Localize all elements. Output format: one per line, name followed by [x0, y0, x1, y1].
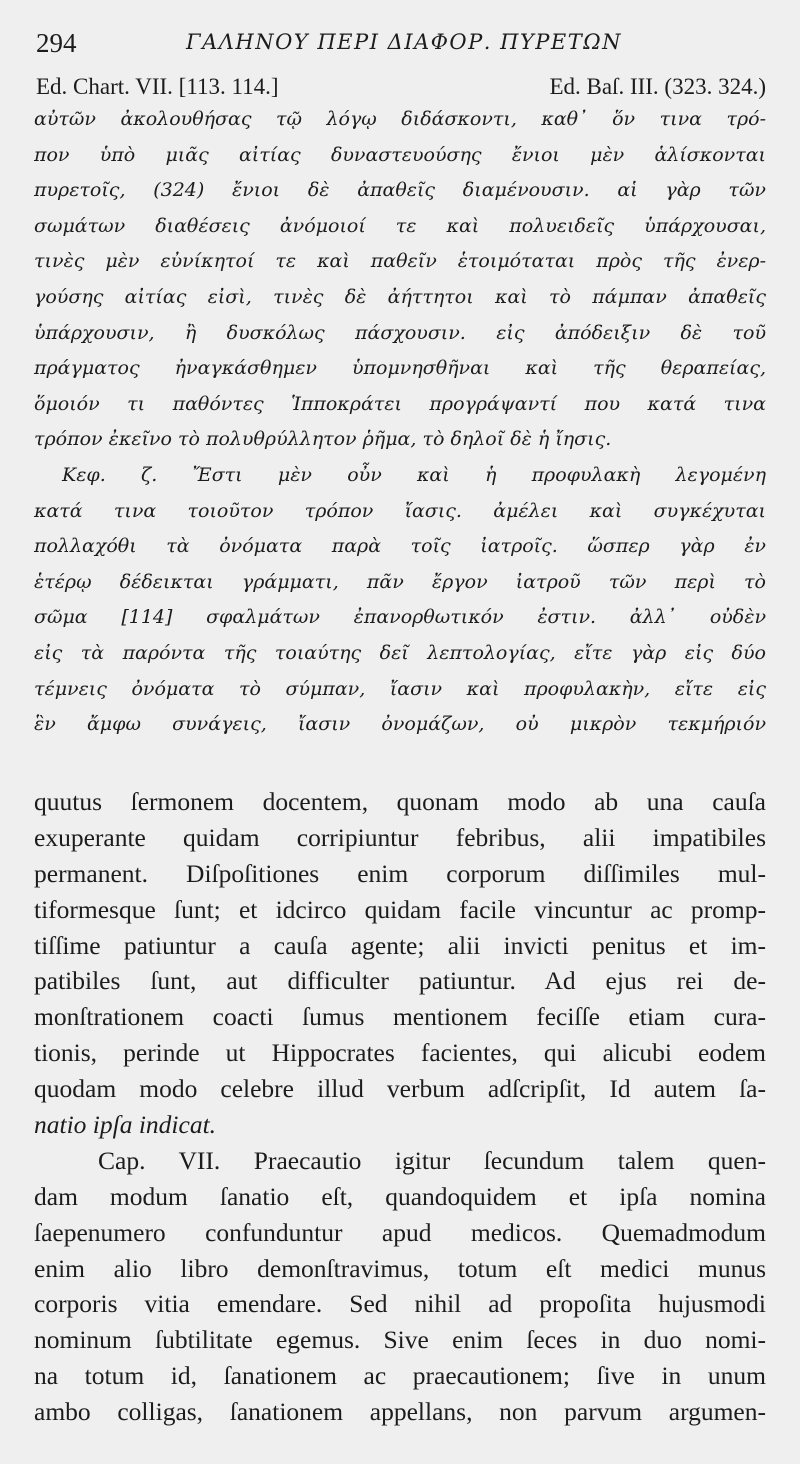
- latin-italic-line: natio ipſa indicat.: [34, 1110, 217, 1140]
- greek-line: ὑπάρχουσιν, ἢ δυσκόλως πάσχουσιν. εἰς ἀπόδειξιν δὲ τοῦ: [34, 321, 766, 344]
- greek-line: τρόπον ἐκεῖνο τὸ πολυθρύλλητον ῥῆμα, τὸ δηλοῖ δὲ ἡ ἴησις.: [34, 428, 612, 451]
- latin-line: enim alio libro demonſtravimus, totum eſt medici munus: [34, 1253, 766, 1283]
- latin-line: na totum id, ſanationem ac praecautionem; ſive in unum: [34, 1361, 766, 1391]
- edition-references: [36, 74, 766, 104]
- greek-line: εἰς τὰ παρόντα τῆς τοιαύτης δεῖ λεπτολογίας, εἴτε γὰρ εἰς δύο: [34, 641, 766, 664]
- greek-line: τινὲς μὲν εὐνίκητοί τε καὶ παθεῖν ἑτοιμόταται πρὸς τῆς ἐνερ-: [34, 250, 766, 273]
- latin-line: monſtrationem coacti ſumus mentionem feciſſe etiam cura-: [34, 1002, 766, 1032]
- latin-text-block: [34, 784, 766, 1430]
- latin-line: permanent. Diſpoſitiones enim corporum diſſimiles mul-: [34, 858, 766, 888]
- latin-line: tionis, perinde ut Hippocrates facientes, qui alicubi eodem: [34, 1038, 766, 1068]
- greek-line: ὅμοιόν τι παθόντες Ἱπποκράτει προγράψαντί που κατά τινα: [34, 392, 766, 415]
- running-title: ΓΑΛΗΝΟΥ ΠΕΡΙ ΔΙΑΦΟΡ. ΠΥΡΕΤΩΝ: [186, 30, 623, 54]
- greek-chapter-heading-line: Κεφ. ζ. Ἔστι μὲν οὖν καὶ ἡ προφυλακὴ λεγομένη: [62, 463, 766, 486]
- page-header: [36, 26, 756, 66]
- edition-reference-basel: Ed. Baſ. III. (323. 324.): [549, 74, 766, 99]
- latin-line: quodam modo celebre illud verbum adſcripſit, Id autem ſa-: [34, 1074, 766, 1104]
- latin-line: dam modum ſanatio eſt, quandoquidem et ipſa nomina: [34, 1181, 766, 1211]
- latin-line: tiformesque ſunt; et idcirco quidam facile vincuntur ac promp-: [34, 894, 766, 924]
- greek-line: πον ὑπὸ μιᾶς αἰτίας δυναστευούσης ἔνιοι μὲν ἁλίσκονται: [34, 143, 766, 166]
- greek-text-block: [34, 102, 766, 743]
- latin-line: ſaepenumero confunduntur apud medicos. Quemadmodum: [34, 1217, 766, 1247]
- greek-line: πολλαχόθι τὰ ὀνόματα παρὰ τοῖς ἰατροῖς. ὥσπερ γὰρ ἐν: [34, 535, 766, 558]
- latin-line: tiſſime patiuntur a cauſa agente; alii invicti penitus et im-: [34, 930, 766, 960]
- latin-line: exuperante quidam corripiuntur febribus, alii impatibiles: [34, 822, 766, 852]
- latin-chapter-heading-line: Cap. VII. Praecautio igitur ſecundum talem quen-: [98, 1145, 766, 1175]
- greek-line: σῶμα [114] σφαλμάτων ἐπανορθωτικόν ἐστιν. ἀλλ᾽ οὐδὲν: [34, 606, 766, 629]
- latin-line: ambo colligas, ſanationem appellans, non parvum argumen-: [34, 1397, 766, 1427]
- page-number: 294: [36, 28, 77, 58]
- greek-line: ἓν ἄμφω συνάγεις, ἴασιν ὀνομάζων, οὐ μικρὸν τεκμήριόν: [34, 713, 766, 736]
- greek-line: σωμάτων διαθέσεις ἀνόμοιοί τε καὶ πολυειδεῖς ὑπάρχουσαι,: [34, 214, 766, 237]
- greek-line: γούσης αἰτίας εἰσὶ, τινὲς δὲ ἀήττητοι καὶ τὸ πάμπαν ἀπαθεῖς: [34, 285, 766, 308]
- latin-line: patibiles ſunt, aut difficulter patiuntur. Ad ejus rei de-: [34, 966, 766, 996]
- latin-line: corporis vitia emendare. Sed nihil ad propoſita hujusmodi: [34, 1289, 766, 1319]
- greek-line: αὐτῶν ἀκολουθήσας τῷ λόγῳ διδάσκοντι, καθ᾽ ὅν τινα τρό-: [34, 108, 766, 130]
- greek-line: ἑτέρῳ δέδεικται γράμματι, πᾶν ἔργον ἰατροῦ τῶν περὶ τὸ: [34, 570, 766, 593]
- latin-line: quutus ſermonem docentem, quonam modo ab una cauſa: [34, 787, 766, 816]
- edition-reference-chartier: Ed. Chart. VII. [113. 114.]: [36, 74, 279, 99]
- greek-line: τέμνεις ὀνόματα τὸ σύμπαν, ἴασιν καὶ προφυλακὴν, εἴτε εἰς: [34, 677, 766, 700]
- greek-line: κατά τινα τοιοῦτον τρόπον ἴασις. ἀμέλει καὶ συγκέχυται: [34, 499, 766, 522]
- latin-line: nominum ſubtilitate egemus. Sive enim ſeces in duo nomi-: [34, 1325, 766, 1355]
- greek-line: πυρετοῖς, (324) ἔνιοι δὲ ἀπαθεῖς διαμένουσιν. αἱ γὰρ τῶν: [34, 179, 766, 202]
- greek-line: πράγματος ἠναγκάσθημεν ὑπομνησθῆναι καὶ τῆς θεραπείας,: [34, 357, 766, 380]
